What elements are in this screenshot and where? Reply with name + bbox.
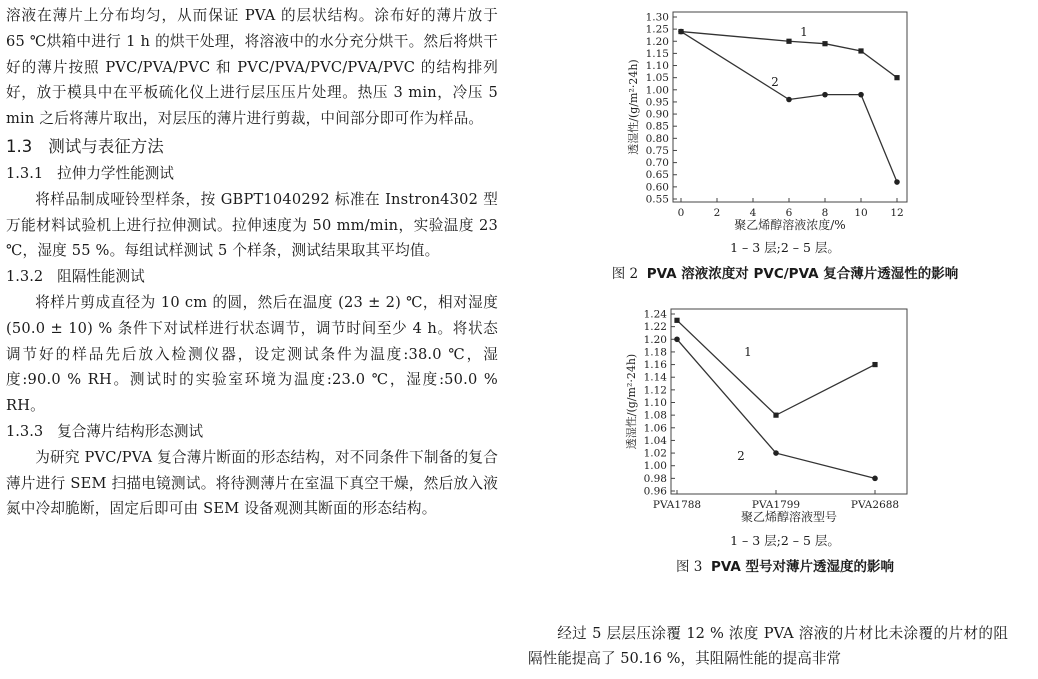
figure-3-chart [545, 301, 1025, 529]
figure-2-caption: 图 2 PVA 溶液浓度对 PVC/PVA 复合薄片透湿性的影响 [611, 266, 959, 282]
data-point [786, 39, 791, 44]
paragraph-right: 经过 5 层层压涂覆 12 % 浓度 PVA 溶液的片材比未涂覆的片材的阻隔性能提高了 50.16 %，其阻隔性能的提高非常 [528, 625, 1008, 667]
x-tick-label: PVA1788 [652, 499, 702, 511]
data-point [858, 48, 863, 53]
series-line-1 [681, 32, 897, 78]
y-tick-label: 1.12 [643, 384, 667, 397]
y-tick-label: 1.00 [643, 460, 667, 473]
y-tick-label: 0.60 [645, 181, 669, 194]
y-tick-label: 1.20 [643, 333, 667, 346]
series-line-1 [677, 320, 875, 415]
series-line-2 [677, 339, 875, 478]
y-tick-label: 1.04 [643, 434, 667, 447]
left-column [6, 0, 498, 522]
x-tick-label: PVA2688 [850, 499, 900, 511]
x-tick-label: 8 [821, 207, 829, 219]
y-tick-label: 1.22 [643, 321, 667, 334]
series-label: 2 [771, 75, 779, 89]
y-tick-label: 1.06 [643, 422, 667, 435]
plot-frame [671, 309, 907, 494]
figure-2 [545, 4, 1025, 282]
y-tick-label: 0.95 [645, 96, 669, 109]
x-axis-label: 聚乙烯醇溶液型号 [740, 510, 838, 524]
x-tick-label: 6 [785, 207, 793, 219]
data-point [894, 75, 899, 80]
figure-3-note: 1 – 3 层;2 – 5 层。 [730, 533, 840, 548]
y-tick-label: 1.18 [643, 346, 667, 359]
y-tick-label: 1.25 [645, 23, 669, 36]
y-tick-label: 1.02 [643, 447, 667, 460]
data-point [872, 476, 878, 482]
y-tick-label: 1.14 [643, 371, 667, 384]
y-axis-label: 透湿性/(g/m²·24h) [625, 353, 638, 450]
y-tick-label: 0.90 [645, 108, 669, 121]
y-tick-label: 1.15 [645, 47, 669, 60]
y-axis-label: 透湿性/(g/m²·24h) [627, 59, 640, 155]
paragraph-2: 将样品制成哑铃型样条，按 GBPT1040292 标准在 Instron4302 型万能材料试验机上进行拉伸测试。拉伸速度为 50 mm/min，实验温度 23 ℃，湿度 55 %。每组试样测试 5 个样条，测试结果取其平均值。 [6, 190, 498, 260]
right-column [528, 621, 1008, 671]
y-tick-label: 0.80 [645, 132, 669, 145]
y-tick-label: 1.08 [643, 409, 667, 422]
y-tick-label: 1.05 [645, 72, 669, 85]
figure-3 [545, 301, 1025, 575]
x-tick-label: 12 [890, 207, 904, 219]
x-tick-label: PVA1799 [751, 499, 801, 511]
x-tick-label: 2 [713, 207, 721, 219]
data-point [773, 413, 778, 418]
figure-2-note: 1 – 3 层;2 – 5 层。 [730, 240, 840, 255]
figure-2-chart [545, 4, 1025, 236]
y-tick-label: 0.75 [645, 144, 669, 157]
y-tick-label: 0.98 [643, 472, 667, 485]
data-point [822, 41, 827, 46]
y-tick-label: 0.55 [645, 193, 669, 206]
data-point [894, 179, 900, 185]
y-tick-label: 1.00 [645, 84, 669, 97]
section-heading-1-3-1: 1.3.1 拉伸力学性能测试 [6, 164, 174, 182]
paragraph-3: 将样片剪成直径为 10 cm 的圆，然后在温度 (23 ± 2) ℃，相对湿度 (50.0 ± 10) % 条件下对试样进行状态调节，调节时间至少 4 h。将状态调节好的样品先后放入检测仪器，设定测试条件为温度:38.0 ℃，湿度:90.0 % RH。测试时的实验室环境为温度:23.0 ℃，湿度:50.0 % RH。 [6, 293, 498, 415]
data-point [678, 29, 684, 35]
data-point [872, 362, 877, 367]
y-tick-label: 1.20 [645, 35, 669, 48]
data-point [822, 92, 828, 98]
y-tick-label: 1.10 [643, 397, 667, 409]
y-tick-label: 1.16 [643, 359, 667, 372]
y-tick-label: 1.10 [645, 60, 669, 73]
y-tick-label: 0.70 [645, 157, 669, 170]
section-heading-1-3: 1.3 测试与表征方法 [6, 136, 164, 156]
data-point [674, 336, 680, 342]
y-tick-label: 0.96 [643, 485, 667, 498]
section-heading-1-3-2: 1.3.2 阻隔性能测试 [6, 268, 145, 286]
y-tick-label: 0.65 [645, 169, 669, 182]
x-tick-label: 10 [854, 207, 868, 219]
paragraph-1: 溶液在薄片上分布均匀，从而保证 PVA 的层状结构。涂布好的薄片放于 65 ℃烘箱中进行 1 h 的烘干处理，将溶液中的水分充分烘干。然后将烘干好的薄片按照 PVC/PVA/PVC 和 PVC/PVA/PVC/PVA/PVC 的结构排列好，放于模具中在平板硫化仪上进行层压压片处理。热压 3 min，冷压 5 min 之后将薄片取出，对层压的薄片进行剪裁，中间部分即可作为样品。 [6, 7, 498, 128]
figure-3-caption: 图 3 PVA 型号对薄片透湿度的影响 [675, 559, 895, 575]
data-point [858, 92, 864, 98]
y-tick-label: 0.85 [645, 120, 669, 133]
y-tick-label: 1.24 [643, 308, 667, 321]
x-tick-label: 4 [749, 207, 757, 219]
data-point [786, 97, 792, 103]
series-label: 1 [800, 25, 808, 39]
y-tick-label: 1.30 [645, 11, 669, 24]
section-heading-1-3-3: 1.3.3 复合薄片结构形态测试 [6, 422, 204, 440]
data-point [674, 318, 679, 323]
paragraph-4: 为研究 PVC/PVA 复合薄片断面的形态结构，对不同条件下制备的复合薄片进行 SEM 扫描电镜测试。将待测薄片在室温下真空干燥，然后放入液氮中冷却脆断，固定后即可由 SEM 设备观测其断面的形态结构。 [6, 448, 498, 518]
data-point [773, 450, 779, 456]
x-axis-label: 聚乙烯醇溶液浓度/% [734, 218, 846, 232]
series-label: 1 [744, 345, 752, 359]
x-tick-label: 0 [677, 207, 685, 219]
series-label: 2 [737, 449, 745, 463]
